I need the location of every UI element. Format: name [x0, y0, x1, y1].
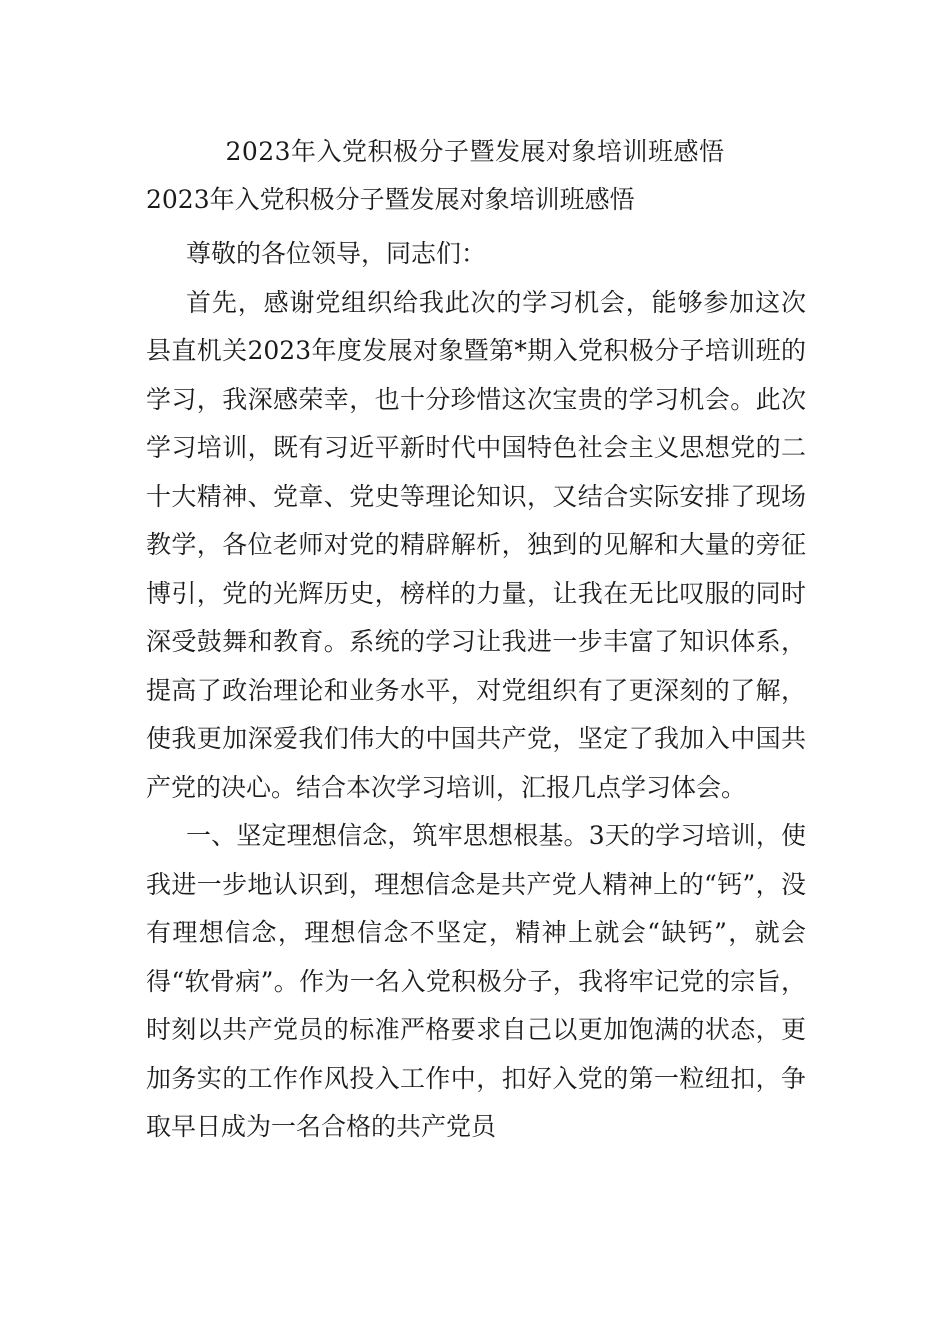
document-body	[146, 230, 806, 1152]
salutation-paragraph: 尊敬的各位领导，同志们：	[186, 239, 487, 268]
body-paragraph: 首先，感谢党组织给我此次的学习机会，能够参加这次县直机关2023年度发展对象暨第*期入党积极分子培训班的学习，我深感荣幸，也十分珍惜这次宝贵的学习机会。此次学习培训，既有习近平新时代中国特色社会主义思想党的二十大精神、党章、党史等理论知识，又结合实际安排了现场教学，各位老师对党的精辟解析，独到的见解和大量的旁征博引，党的光辉历史，榜样的力量，让我在无比叹服的同时深受鼓舞和教育。系统的学习让我进一步丰富了知识体系，提高了政治理论和业务水平，对党组织有了更深刻的了解，使我更加深爱我们伟大的中国共产党，坚定了我加入中国共产党的决心。结合本次学习培训，汇报几点学习体会。	[146, 287, 806, 802]
document-title: 2023年入党积极分子暨发展对象培训班感悟	[225, 137, 725, 166]
document-subtitle: 2023年入党积极分子暨发展对象培训班感悟	[146, 185, 635, 214]
body-paragraph: 一、坚定理想信念，筑牢思想根基。3天的学习培训，使我进一步地认识到，理想信念是共产党人精神上的“钙”，没有理想信念，理想信念不坚定，精神上就会“缺钙”，就会得“软骨病”。作为一名入党积极分子，我将牢记党的宗旨，时刻以共产党员的标准严格要求自己以更加饱满的状态，更加务实的工作作风投入工作中，扣好入党的第一粒纽扣，争取早日成为一名合格的共产党员	[146, 821, 806, 1141]
